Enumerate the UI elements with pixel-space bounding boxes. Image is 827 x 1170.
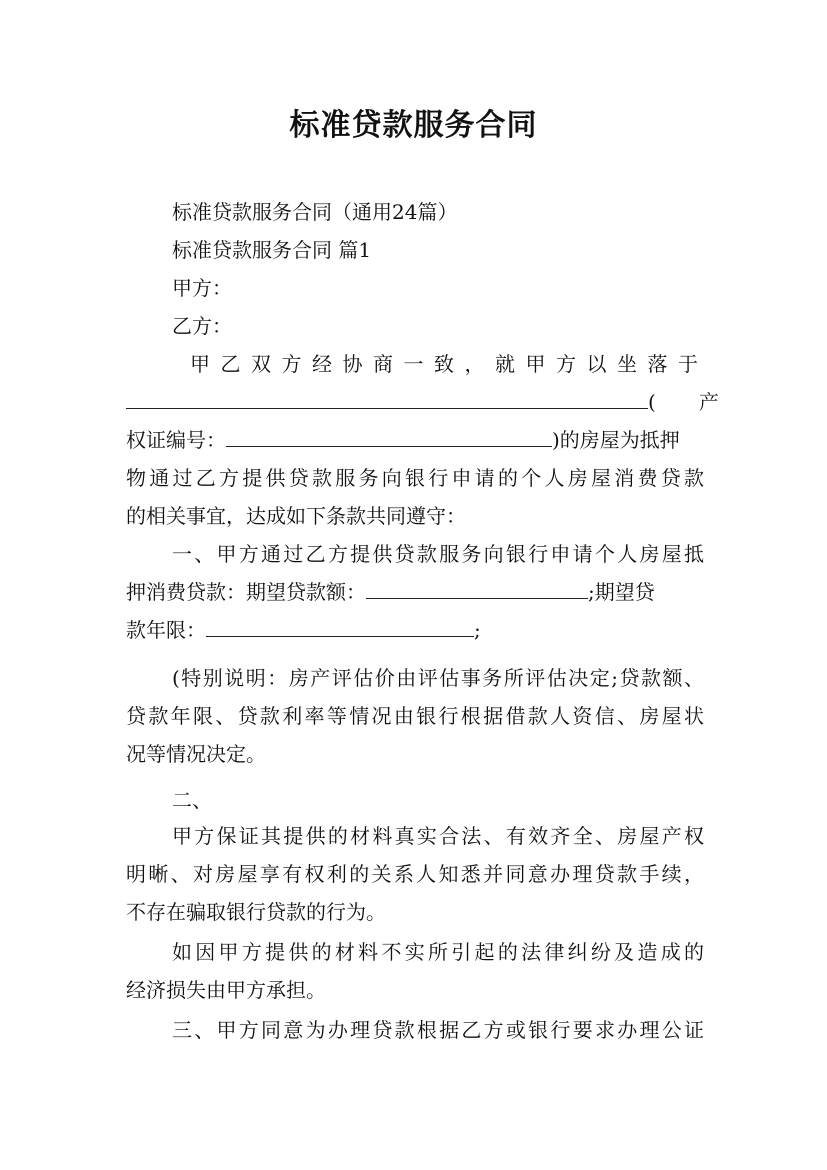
- paragraph-line: [126, 422, 704, 458]
- section-heading: 标准贷款服务合同 篇1: [172, 238, 372, 262]
- paragraph-line: 的相关事宜，达成如下条款共同遵守：: [126, 504, 466, 528]
- paragraph-fragment: 权证编号：: [126, 428, 226, 452]
- paragraph-line: 甲乙双方经协商一致，就甲方以坐落于: [190, 352, 704, 376]
- blank-underline: [206, 614, 474, 637]
- blank-underline: [126, 386, 648, 409]
- paragraph-line: 物通过乙方提供贷款服务向银行申请的个人房屋消费贷款: [126, 466, 704, 490]
- paragraph-line: 况等情况决定。: [126, 742, 266, 766]
- party-a-label: 甲方：: [172, 276, 232, 300]
- party-b-label: 乙方：: [172, 314, 232, 338]
- paragraph-fragment: ;: [474, 618, 481, 642]
- paragraph-line: (特别说明：房产评估价由评估事务所评估决定;贷款额、: [172, 666, 704, 690]
- paragraph-line: [126, 612, 704, 648]
- paragraph-line: [126, 574, 704, 610]
- paragraph-fragment: )的房屋为抵押: [552, 428, 680, 452]
- section-number: 二、: [172, 788, 212, 812]
- paragraph-line: 经济损失由甲方承担。: [126, 978, 326, 1002]
- paragraph-line: 一、甲方通过乙方提供贷款服务向银行申请个人房屋抵: [172, 542, 704, 566]
- paragraph-fragment: ;期望贷: [588, 580, 655, 604]
- paragraph-line: 不存在骗取银行贷款的行为。: [126, 900, 386, 924]
- document-title: 标准贷款服务合同: [289, 108, 538, 143]
- paragraph-line: 三、甲方同意为办理贷款根据乙方或银行要求办理公证: [172, 1018, 704, 1042]
- paragraph-line: 如因甲方提供的材料不实所引起的法律纠纷及造成的: [172, 940, 704, 964]
- paragraph-line: 甲方保证其提供的材料真实合法、有效齐全、房屋产权: [172, 824, 704, 848]
- blank-underline: [366, 576, 588, 599]
- paragraph-line: 贷款年限、贷款利率等情况由银行根据借款人资信、房屋状: [126, 704, 704, 728]
- paragraph-line: 明晰、对房屋享有权利的关系人知悉并同意办理贷款手续，: [126, 862, 704, 886]
- paragraph-fragment: ( 产: [648, 390, 725, 414]
- blank-underline: [226, 424, 552, 447]
- paragraph-fragment: 押消费贷款：期望贷款额：: [126, 580, 366, 604]
- subtitle-line: 标准贷款服务合同（通用24篇）: [172, 200, 458, 224]
- paragraph-line: [126, 384, 725, 420]
- paragraph-fragment: 款年限：: [126, 618, 206, 642]
